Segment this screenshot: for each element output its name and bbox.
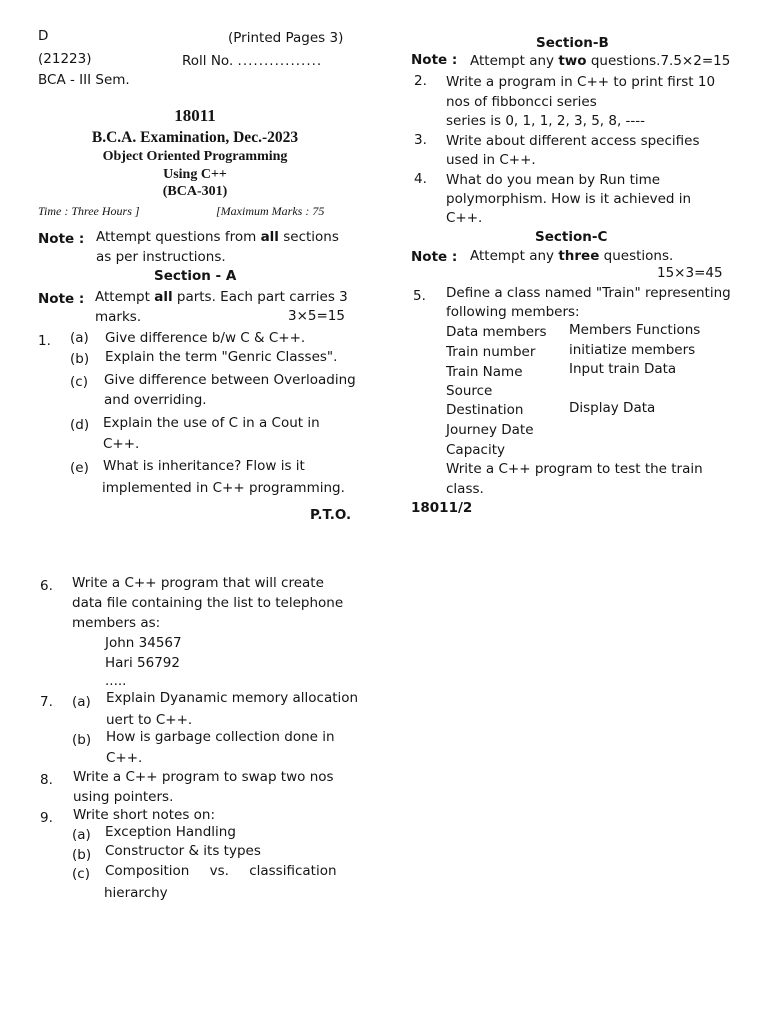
data-member: Train Name <box>446 364 523 380</box>
question-text: What do you mean by Run time <box>446 172 661 188</box>
roll-no-label <box>182 52 322 72</box>
question-text: members as: <box>72 615 161 631</box>
question-number: 5. <box>413 288 426 304</box>
paper-set: D <box>38 28 49 44</box>
part-text: Constructor & its types <box>105 843 261 859</box>
question-text: series is 0, 1, 1, 2, 3, 5, 8, ---- <box>446 113 646 129</box>
part-label: (a) <box>70 330 89 346</box>
member-function: Display Data <box>569 400 656 416</box>
question-number: 1. <box>38 333 51 349</box>
part-text: What is inheritance? Flow is it <box>103 458 305 474</box>
part-label: (c) <box>70 374 88 390</box>
question-text: polymorphism. How is it achieved in <box>446 191 692 207</box>
please-turn-over: P.T.O. <box>310 507 352 523</box>
question-text: Write a C++ program to swap two nos <box>73 769 334 785</box>
question-text: used in C++. <box>446 152 536 168</box>
general-note-text: Attempt questions from <box>96 229 257 245</box>
question-part <box>70 459 89 479</box>
question-number: 3. <box>414 132 427 148</box>
question-text: Write a C++ program that will create <box>72 575 324 591</box>
printed-pages: (Printed Pages 3) <box>228 30 344 46</box>
question-text: data file containing the list to telephone <box>72 595 344 611</box>
maximum-marks: [Maximum Marks : 75 <box>216 204 325 218</box>
section-a-heading: Section - A <box>154 268 237 284</box>
page-code: 18011/2 <box>411 500 473 516</box>
question-text: C++. <box>446 210 483 226</box>
exam-title: B.C.A. Examination, Dec.-2023 <box>91 129 299 146</box>
section-b-note-emphasis: two <box>558 53 587 69</box>
part-text: Exception Handling <box>105 824 236 840</box>
part-text-continued: hierarchy <box>104 885 168 901</box>
member-function: Input train Data <box>569 361 677 377</box>
part-label: (c) <box>72 866 90 882</box>
subject-using: Using C++ <box>163 167 227 182</box>
roll-no-text: Roll No. <box>182 53 234 69</box>
section-a-marks: 3×5=15 <box>288 308 345 324</box>
class-semester: BCA - III Sem. <box>38 72 130 88</box>
telephone-entry: Hari 56792 <box>105 655 180 671</box>
member-function: initiatize members <box>569 342 696 358</box>
section-c-note-label: Note : <box>411 249 458 265</box>
question-text: Write about different access specifies <box>446 133 700 149</box>
question-number: 8. <box>40 772 53 788</box>
part-text-continued: uert to C++. <box>106 712 193 728</box>
paper-number: 18011 <box>174 106 216 125</box>
section-b-note-text-end: questions.7.5×2=15 <box>590 53 731 69</box>
question-part <box>70 329 89 349</box>
telephone-entry: ..... <box>105 673 127 689</box>
data-member: Source <box>446 383 493 399</box>
section-c-note-text: Attempt any <box>470 248 555 264</box>
question-text: following members: <box>446 304 580 320</box>
part-text: How is garbage collection done in <box>106 729 335 745</box>
part-text: Explain Dyanamic memory allocation <box>106 690 359 706</box>
general-note-line-2: as per instructions. <box>96 249 226 265</box>
part-label: (b) <box>72 847 92 863</box>
part-label: (e) <box>70 460 89 476</box>
question-text: Write a C++ program to test the train <box>446 461 703 477</box>
table-header-data-members: Data members <box>446 324 547 340</box>
part-text: Give difference b/w C & C++. <box>105 330 306 346</box>
question-part <box>70 373 88 393</box>
section-a-note-text: Attempt <box>95 289 150 305</box>
question-text: class. <box>446 481 484 497</box>
question-number: 9. <box>40 810 53 826</box>
part-label: (b) <box>70 351 90 367</box>
section-a-note-line-2: marks. <box>95 309 142 325</box>
telephone-entry: John 34567 <box>105 635 182 651</box>
question-number: 6. <box>40 578 53 594</box>
part-text: Composition vs. classification <box>105 863 337 879</box>
part-text: Explain the term "Genric Classes". <box>105 349 338 365</box>
question-text: nos of fibboncci series <box>446 94 597 110</box>
question-text: Define a class named "Train" representing <box>446 285 731 301</box>
section-b-note-label: Note : <box>411 52 458 68</box>
general-note-line-1 <box>96 228 339 248</box>
subject-title: Object Oriented Programming <box>102 149 288 164</box>
question-number: 7. <box>40 694 53 710</box>
paper-code-bracket: (21223) <box>38 51 92 67</box>
part-label: (a) <box>72 827 91 843</box>
data-member: Destination <box>446 402 524 418</box>
general-note-emphasis: all <box>260 229 279 245</box>
part-label: (a) <box>72 694 91 710</box>
roll-no-dots: ................ <box>237 53 323 69</box>
question-number: 4. <box>414 171 427 187</box>
section-a-note-emphasis: all <box>154 289 173 305</box>
data-member: Train number <box>446 344 536 360</box>
question-number: 2. <box>414 73 427 89</box>
part-text: Give difference between Overloading <box>104 372 356 388</box>
part-text-continued: implemented in C++ programming. <box>102 480 345 496</box>
part-label: (b) <box>72 732 92 748</box>
section-a-note-text-end: parts. Each part carries 3 <box>176 289 348 305</box>
table-header-member-functions: Members Functions <box>569 322 701 338</box>
question-text: using pointers. <box>73 789 174 805</box>
section-a-note-line-1 <box>95 288 348 308</box>
time-allowed: Time : Three Hours ] <box>38 204 140 218</box>
data-member: Journey Date <box>446 422 534 438</box>
section-c-note <box>470 247 673 267</box>
note-label: Note : <box>38 231 85 247</box>
part-text: Explain the use of C in a Cout in <box>103 415 320 431</box>
question-text: Write short notes on: <box>73 807 216 823</box>
section-c-marks: 15×3=45 <box>657 265 723 281</box>
section-a-note-label: Note : <box>38 291 85 307</box>
section-b-note-text: Attempt any <box>470 53 555 69</box>
section-c-heading: Section-C <box>535 229 608 245</box>
section-c-note-emphasis: three <box>558 248 600 264</box>
course-code: (BCA-301) <box>162 184 228 199</box>
question-part <box>70 416 89 436</box>
data-member: Capacity <box>446 442 505 458</box>
section-b-heading: Section-B <box>536 35 609 51</box>
section-b-note <box>470 52 730 72</box>
question-text: Write a program in C++ to print first 10 <box>446 74 716 90</box>
part-label: (d) <box>70 417 90 433</box>
question-part <box>70 350 89 370</box>
part-text-continued: C++. <box>103 436 140 452</box>
part-text-continued: and overriding. <box>104 392 207 408</box>
section-c-note-text-end: questions. <box>603 248 674 264</box>
part-text-continued: C++. <box>106 750 143 766</box>
general-note-text-end: sections <box>283 229 339 245</box>
